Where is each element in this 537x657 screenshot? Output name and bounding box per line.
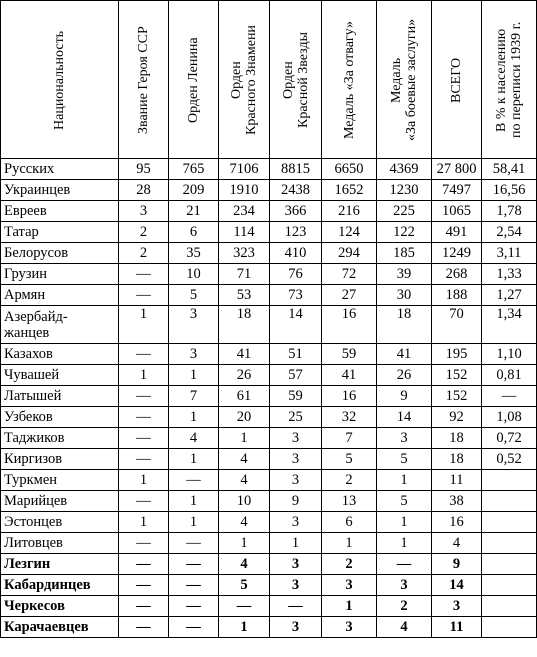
medal-valor-cell: 32 (322, 407, 377, 428)
header-text-line: Орден (229, 60, 244, 99)
hero-title-cell: — (119, 491, 169, 512)
order-lenin-cell: — (169, 470, 219, 491)
table-row (1, 180, 537, 201)
total-cell: 9 (432, 554, 482, 575)
medal-valor-cell: 1 (322, 596, 377, 617)
header-hero-title-label (136, 5, 151, 155)
medal-merit-cell: 1 (377, 470, 432, 491)
order-lenin-cell: 1 (169, 449, 219, 470)
table-row (1, 243, 537, 264)
order-red-banner-cell: 41 (219, 344, 270, 365)
medal-merit-cell: 30 (377, 285, 432, 306)
order-lenin-cell: 21 (169, 201, 219, 222)
percent-cell (482, 575, 537, 596)
order-red-banner-cell: 20 (219, 407, 270, 428)
total-cell: 11 (432, 470, 482, 491)
percent-cell: 1,78 (482, 201, 537, 222)
table-row (1, 222, 537, 243)
nationality-cell: Эстонцев (1, 512, 119, 533)
header-text-line: В % к населению (494, 27, 509, 132)
order-red-banner-cell: 114 (219, 222, 270, 243)
hero-title-cell: 3 (119, 201, 169, 222)
order-red-star-cell: 57 (270, 365, 322, 386)
order-lenin-cell: 1 (169, 512, 219, 533)
hero-title-cell: — (119, 575, 169, 596)
medal-merit-cell: 5 (377, 491, 432, 512)
percent-cell (482, 533, 537, 554)
table-row (1, 159, 537, 180)
header-order-lenin (169, 1, 219, 159)
table-row (1, 201, 537, 222)
medal-merit-cell: — (377, 554, 432, 575)
medal-merit-cell: 9 (377, 386, 432, 407)
medal-merit-cell: 4 (377, 617, 432, 638)
total-cell: 7497 (432, 180, 482, 201)
hero-title-cell: — (119, 449, 169, 470)
percent-cell: 3,11 (482, 243, 537, 264)
order-lenin-cell: 35 (169, 243, 219, 264)
order-red-banner-cell: 1 (219, 533, 270, 554)
nationality-cell: Марийцев (1, 491, 119, 512)
total-cell: 92 (432, 407, 482, 428)
total-cell: 14 (432, 575, 482, 596)
nationality-cell: Белорусов (1, 243, 119, 264)
order-lenin-cell: 7 (169, 386, 219, 407)
header-percent-population (482, 1, 537, 159)
header-percent-population-label (494, 5, 524, 155)
order-lenin-cell: — (169, 596, 219, 617)
medal-valor-cell: 27 (322, 285, 377, 306)
header-order-red-banner (219, 1, 270, 159)
medal-valor-cell: 41 (322, 365, 377, 386)
table-row (1, 470, 537, 491)
table-row (1, 407, 537, 428)
table-row (1, 386, 537, 407)
order-lenin-cell: 209 (169, 180, 219, 201)
medal-valor-cell: 2 (322, 470, 377, 491)
order-lenin-cell: 3 (169, 306, 219, 344)
order-red-banner-cell: 4 (219, 554, 270, 575)
hero-title-cell: 28 (119, 180, 169, 201)
hero-title-cell: 2 (119, 222, 169, 243)
order-lenin-cell: 6 (169, 222, 219, 243)
order-red-star-cell: — (270, 596, 322, 617)
hero-title-cell: 2 (119, 243, 169, 264)
order-lenin-cell: — (169, 554, 219, 575)
medal-merit-cell: 41 (377, 344, 432, 365)
header-medal-valor (322, 1, 377, 159)
medal-valor-cell: 13 (322, 491, 377, 512)
nationality-cell: Евреев (1, 201, 119, 222)
medal-valor-cell: 16 (322, 386, 377, 407)
header-text-line: Звание Героя ССР (136, 25, 151, 134)
header-row (1, 1, 537, 159)
order-red-banner-cell: 234 (219, 201, 270, 222)
order-lenin-cell: — (169, 617, 219, 638)
nationality-cell: Черкесов (1, 596, 119, 617)
nationality-cell: Кабардинцев (1, 575, 119, 596)
medal-valor-cell: 1652 (322, 180, 377, 201)
hero-title-cell: — (119, 344, 169, 365)
header-text-line: Красной Звезды (295, 31, 311, 128)
percent-cell: 0,52 (482, 449, 537, 470)
header-text-line: Медаль (389, 56, 404, 103)
table-header (1, 1, 537, 159)
order-lenin-cell: 1 (169, 491, 219, 512)
order-lenin-cell: — (169, 533, 219, 554)
medal-merit-cell: 18 (377, 306, 432, 344)
order-red-banner-cell: 4 (219, 449, 270, 470)
order-red-star-cell: 51 (270, 344, 322, 365)
order-red-banner-cell: 4 (219, 470, 270, 491)
table-row (1, 617, 537, 638)
nationality-cell: Таджиков (1, 428, 119, 449)
medal-valor-cell: 3 (322, 575, 377, 596)
hero-title-cell: 1 (119, 306, 169, 344)
table-row (1, 596, 537, 617)
table-body (1, 159, 537, 638)
nationality-cell: Латышей (1, 386, 119, 407)
order-red-star-cell: 3 (270, 575, 322, 596)
percent-cell: 16,56 (482, 180, 537, 201)
medal-valor-cell: 124 (322, 222, 377, 243)
medal-merit-cell: 39 (377, 264, 432, 285)
percent-cell (482, 512, 537, 533)
medal-merit-cell: 3 (377, 575, 432, 596)
header-medal-merit-label (389, 5, 419, 155)
nationality-cell: Украинцев (1, 180, 119, 201)
order-red-star-cell: 123 (270, 222, 322, 243)
nationality-cell: Татар (1, 222, 119, 243)
order-red-star-cell: 1 (270, 533, 322, 554)
medal-merit-cell: 3 (377, 428, 432, 449)
order-red-banner-cell: 26 (219, 365, 270, 386)
medal-merit-cell: 1 (377, 512, 432, 533)
hero-title-cell: 1 (119, 512, 169, 533)
order-red-star-cell: 14 (270, 306, 322, 344)
order-red-banner-cell: 1910 (219, 180, 270, 201)
percent-cell (482, 470, 537, 491)
order-red-banner-cell: 71 (219, 264, 270, 285)
order-red-banner-cell: 7106 (219, 159, 270, 180)
total-cell: 152 (432, 386, 482, 407)
total-cell: 18 (432, 428, 482, 449)
header-medal-merit (377, 1, 432, 159)
order-red-star-cell: 366 (270, 201, 322, 222)
medal-merit-cell: 4369 (377, 159, 432, 180)
order-red-banner-cell: 323 (219, 243, 270, 264)
order-red-star-cell: 410 (270, 243, 322, 264)
percent-cell: 1,10 (482, 344, 537, 365)
medal-valor-cell: 7 (322, 428, 377, 449)
medal-valor-cell: 16 (322, 306, 377, 344)
medal-merit-cell: 1230 (377, 180, 432, 201)
total-cell: 491 (432, 222, 482, 243)
percent-cell (482, 596, 537, 617)
total-cell: 188 (432, 285, 482, 306)
order-red-banner-cell: 10 (219, 491, 270, 512)
order-red-star-cell: 3 (270, 449, 322, 470)
hero-title-cell: — (119, 596, 169, 617)
order-red-star-cell: 59 (270, 386, 322, 407)
total-cell: 70 (432, 306, 482, 344)
header-nationality (1, 1, 119, 159)
table-row (1, 264, 537, 285)
order-lenin-cell: 765 (169, 159, 219, 180)
order-red-star-cell: 3 (270, 554, 322, 575)
table-row (1, 491, 537, 512)
total-cell: 4 (432, 533, 482, 554)
total-cell: 195 (432, 344, 482, 365)
medal-merit-cell: 26 (377, 365, 432, 386)
medal-merit-cell: 225 (377, 201, 432, 222)
order-lenin-cell: 1 (169, 407, 219, 428)
medal-valor-cell: 294 (322, 243, 377, 264)
nationality-cell: Русских (1, 159, 119, 180)
medal-valor-cell: 2 (322, 554, 377, 575)
hero-title-cell: 1 (119, 470, 169, 491)
nationality-cell: Азербайд- жанцев (1, 306, 119, 344)
header-text-line: Медаль «За отвагу» (341, 20, 357, 139)
total-cell: 1249 (432, 243, 482, 264)
header-order-red-star (270, 1, 322, 159)
nationality-cell: Узбеков (1, 407, 119, 428)
table-row (1, 365, 537, 386)
nationality-cell: Грузин (1, 264, 119, 285)
nationality-cell: Киргизов (1, 449, 119, 470)
medal-merit-cell: 185 (377, 243, 432, 264)
total-cell: 11 (432, 617, 482, 638)
order-red-banner-cell: 53 (219, 285, 270, 306)
medal-valor-cell: 59 (322, 344, 377, 365)
percent-cell (482, 491, 537, 512)
nationality-cell: Казахов (1, 344, 119, 365)
medal-valor-cell: 6650 (322, 159, 377, 180)
percent-cell (482, 617, 537, 638)
order-red-star-cell: 25 (270, 407, 322, 428)
order-red-star-cell: 3 (270, 428, 322, 449)
header-hero-title (119, 1, 169, 159)
nationality-cell: Карачаевцев (1, 617, 119, 638)
total-cell: 27 800 (432, 159, 482, 180)
header-order-red-star-label (281, 5, 311, 155)
total-cell: 3 (432, 596, 482, 617)
total-cell: 16 (432, 512, 482, 533)
header-text-line: Национальность (52, 29, 67, 130)
medal-merit-cell: 14 (377, 407, 432, 428)
percent-cell: 2,54 (482, 222, 537, 243)
percent-cell: 58,41 (482, 159, 537, 180)
hero-title-cell: — (119, 407, 169, 428)
hero-title-cell: — (119, 533, 169, 554)
order-red-star-cell: 76 (270, 264, 322, 285)
order-red-banner-cell: 4 (219, 512, 270, 533)
header-text-line: по переписи 1939 г. (509, 21, 524, 138)
hero-title-cell: — (119, 617, 169, 638)
table-row (1, 344, 537, 365)
medal-merit-cell: 122 (377, 222, 432, 243)
percent-cell: — (482, 386, 537, 407)
order-lenin-cell: 5 (169, 285, 219, 306)
hero-title-cell: — (119, 428, 169, 449)
percent-cell: 1,27 (482, 285, 537, 306)
percent-cell: 1,08 (482, 407, 537, 428)
nationality-cell: Туркмен (1, 470, 119, 491)
medal-valor-cell: 5 (322, 449, 377, 470)
medal-valor-cell: 1 (322, 533, 377, 554)
table-row (1, 554, 537, 575)
hero-title-cell: — (119, 285, 169, 306)
percent-cell: 1,33 (482, 264, 537, 285)
header-nationality-label (52, 5, 67, 155)
table-row (1, 285, 537, 306)
order-red-banner-cell: 61 (219, 386, 270, 407)
header-order-red-banner-label (229, 5, 259, 155)
order-lenin-cell: 10 (169, 264, 219, 285)
medal-merit-cell: 5 (377, 449, 432, 470)
table-row (1, 575, 537, 596)
order-red-banner-cell: — (219, 596, 270, 617)
header-text-line: Орден (280, 60, 296, 99)
percent-cell: 0,81 (482, 365, 537, 386)
medal-valor-cell: 6 (322, 512, 377, 533)
order-red-banner-cell: 5 (219, 575, 270, 596)
header-text-line: «За боевые заслуги» (404, 18, 419, 141)
order-red-banner-cell: 1 (219, 617, 270, 638)
order-red-star-cell: 3 (270, 617, 322, 638)
percent-cell: 1,34 (482, 306, 537, 344)
nationality-cell: Армян (1, 285, 119, 306)
order-red-star-cell: 3 (270, 512, 322, 533)
nationality-cell: Литовцев (1, 533, 119, 554)
table-row (1, 449, 537, 470)
medal-valor-cell: 216 (322, 201, 377, 222)
medal-valor-cell: 3 (322, 617, 377, 638)
total-cell: 18 (432, 449, 482, 470)
order-red-star-cell: 3 (270, 470, 322, 491)
order-red-star-cell: 9 (270, 491, 322, 512)
order-red-banner-cell: 1 (219, 428, 270, 449)
hero-title-cell: — (119, 554, 169, 575)
order-red-star-cell: 8815 (270, 159, 322, 180)
order-red-star-cell: 73 (270, 285, 322, 306)
header-text-line: Орден Ленина (186, 36, 201, 123)
header-medal-valor-label (342, 5, 357, 155)
table-row (1, 428, 537, 449)
order-red-star-cell: 2438 (270, 180, 322, 201)
header-text-line: Красного Знамени (244, 24, 259, 135)
hero-title-cell: 1 (119, 365, 169, 386)
medal-valor-cell: 72 (322, 264, 377, 285)
medal-merit-cell: 2 (377, 596, 432, 617)
nationality-cell: Лезгин (1, 554, 119, 575)
order-lenin-cell: 3 (169, 344, 219, 365)
table-row (1, 512, 537, 533)
hero-title-cell: — (119, 264, 169, 285)
table-row (1, 306, 537, 344)
hero-title-cell: — (119, 386, 169, 407)
header-text-line: ВСЕГО (449, 56, 464, 103)
percent-cell: 0,72 (482, 428, 537, 449)
nationality-cell: Чувашей (1, 365, 119, 386)
total-cell: 268 (432, 264, 482, 285)
hero-title-cell: 95 (119, 159, 169, 180)
header-total (432, 1, 482, 159)
total-cell: 38 (432, 491, 482, 512)
header-total-label (449, 5, 464, 155)
order-lenin-cell: — (169, 575, 219, 596)
medal-merit-cell: 1 (377, 533, 432, 554)
total-cell: 1065 (432, 201, 482, 222)
order-red-banner-cell: 18 (219, 306, 270, 344)
order-lenin-cell: 1 (169, 365, 219, 386)
header-order-lenin-label (186, 5, 201, 155)
order-lenin-cell: 4 (169, 428, 219, 449)
total-cell: 152 (432, 365, 482, 386)
table-row (1, 533, 537, 554)
percent-cell (482, 554, 537, 575)
